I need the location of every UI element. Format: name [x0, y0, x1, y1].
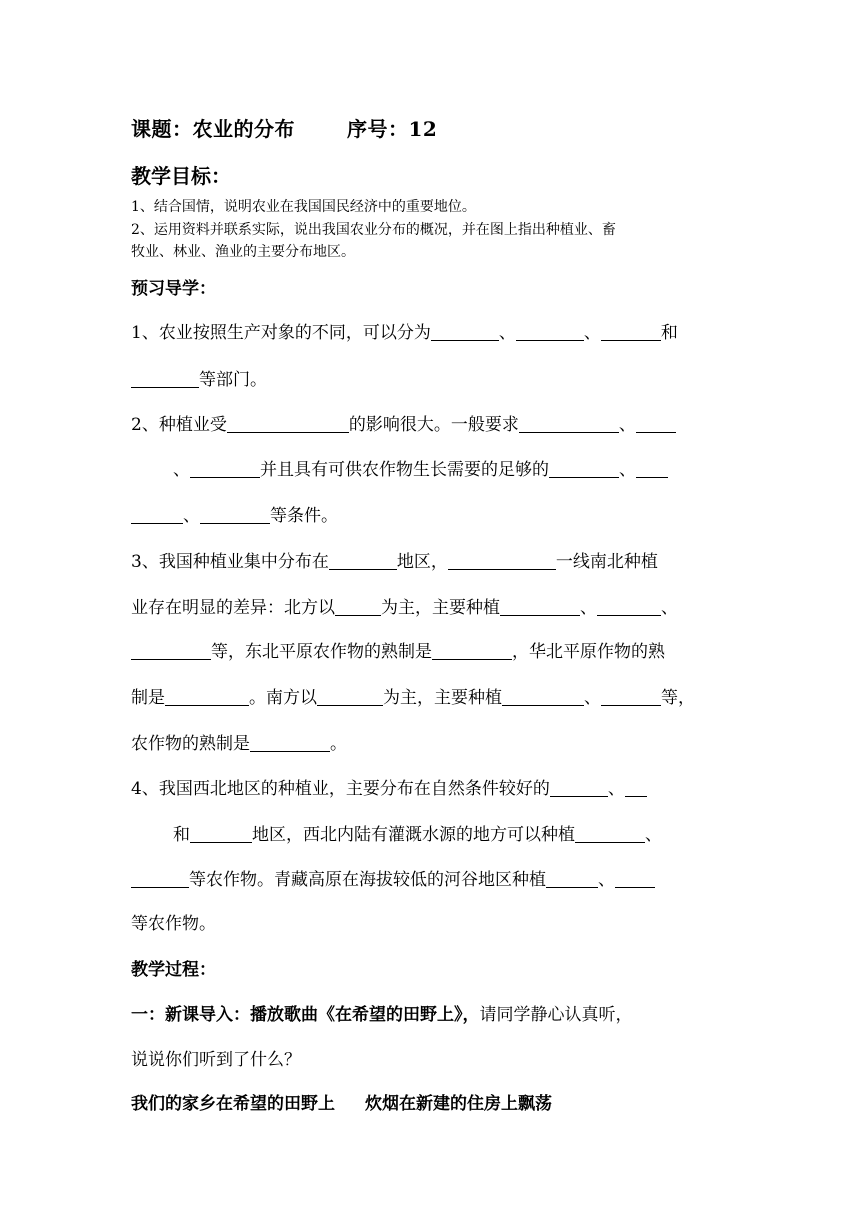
answer-blank[interactable] — [448, 551, 556, 570]
question-4-line2: 和 地区，西北内陆有灌溉水源的地方可以种植 、 — [173, 825, 662, 845]
lyric-1: 我们的家乡在希望的田野上 — [131, 1094, 335, 1114]
answer-blank[interactable] — [601, 687, 661, 706]
objective-2-line2: 牧业、林业、渔业的主要分布地区。 — [131, 244, 355, 260]
question-1-line1: 1、农业按照生产对象的不同，可以分为 、 、 和 — [131, 323, 678, 343]
answer-blank[interactable] — [250, 733, 330, 752]
answer-blank[interactable] — [516, 322, 584, 341]
answer-blank[interactable] — [636, 459, 668, 478]
answer-blank[interactable] — [625, 778, 647, 797]
objectives-heading: 教学目标： — [131, 164, 231, 188]
answer-blank[interactable] — [431, 322, 499, 341]
question-2-line3: 、 等条件。 — [131, 501, 338, 526]
question-3-line4: 制是 。南方以 为主，主要种植 、 等， — [131, 688, 695, 708]
answer-blank[interactable] — [131, 869, 189, 888]
question-4-line3: 等农作物。青藏高原在海拔较低的河谷地区种植 、 — [131, 865, 655, 890]
question-2-line1: 2、种植业受 的影响很大。一般要求 、 — [131, 410, 676, 435]
intro-line2: 说说你们听到了什么？ — [131, 1050, 301, 1070]
answer-blank[interactable] — [546, 869, 598, 888]
question-1-line2: 等部门。 — [131, 365, 267, 390]
lesson-serial: 序号：12 — [347, 117, 438, 141]
question-3-line5: 农作物的熟制是 。 — [131, 734, 347, 754]
preview-heading: 预习导学： — [131, 279, 216, 299]
answer-blank[interactable] — [165, 687, 249, 706]
objective-2-line1: 2、运用资料并联系实际，说出我国农业分布的概况，并在图上指出种植业、畜 — [131, 222, 616, 238]
answer-blank[interactable] — [549, 459, 619, 478]
answer-blank[interactable] — [575, 824, 645, 843]
answer-blank[interactable] — [131, 641, 211, 660]
lesson-title: 课题：农业的分布 — [131, 117, 295, 141]
answer-blank[interactable] — [636, 414, 676, 433]
question-4-line4: 等农作物。 — [131, 914, 216, 934]
lyric-2: 炊烟在新建的住房上飘荡 — [365, 1094, 552, 1114]
answer-blank[interactable] — [601, 322, 661, 341]
question-2-line2: 、 并且具有可供农作物生长需要的足够的 、 — [173, 455, 668, 480]
answer-blank[interactable] — [615, 869, 655, 888]
question-3-line1: 3、我国种植业集中分布在 地区， 一线南北种植 — [131, 552, 658, 572]
question-4-line1: 4、我国西北地区的种植业，主要分布在自然条件较好的 、 — [131, 774, 647, 799]
process-heading: 教学过程： — [131, 960, 216, 980]
answer-blank[interactable] — [131, 369, 199, 388]
answer-blank[interactable] — [502, 687, 584, 706]
answer-blank[interactable] — [190, 459, 260, 478]
answer-blank[interactable] — [190, 824, 252, 843]
question-3-line3: 等，东北平原农作物的熟制是 ，华北平原作物的熟 — [131, 637, 665, 662]
answer-blank[interactable] — [500, 597, 580, 616]
answer-blank[interactable] — [227, 414, 349, 433]
answer-blank[interactable] — [597, 597, 661, 616]
answer-blank[interactable] — [131, 505, 183, 524]
answer-blank[interactable] — [317, 687, 383, 706]
answer-blank[interactable] — [432, 641, 512, 660]
objective-1: 1、结合国情，说明农业在我国国民经济中的重要地位。 — [131, 199, 476, 215]
question-3-line2: 业存在明显的差异：北方以 为主，主要种植 、 、 — [131, 598, 678, 618]
answer-blank[interactable] — [335, 597, 381, 616]
answer-blank[interactable] — [519, 414, 619, 433]
answer-blank[interactable] — [200, 505, 270, 524]
lesson-title-line — [131, 113, 437, 142]
lyrics-line — [131, 1089, 552, 1114]
answer-blank[interactable] — [550, 778, 608, 797]
intro-line1: 一：新课导入：播放歌曲《在希望的田野上》，请同学静心认真听， — [131, 1005, 633, 1025]
answer-blank[interactable] — [329, 551, 397, 570]
